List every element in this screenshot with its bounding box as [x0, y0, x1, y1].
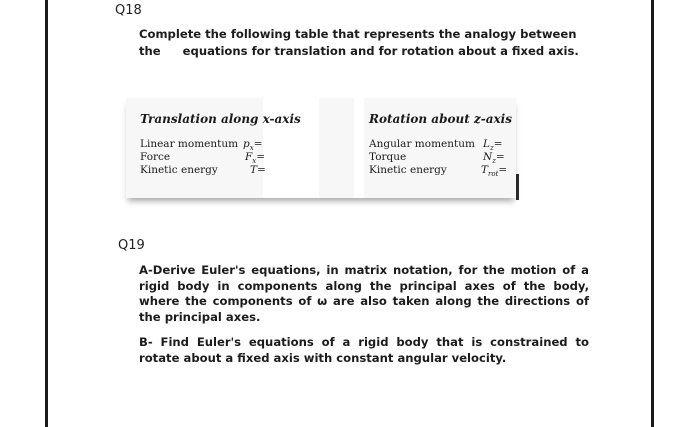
translation-row-label: Linear momentum: [140, 138, 239, 150]
question-18-number: Q18: [115, 3, 142, 18]
translation-row-label: Kinetic energy: [140, 164, 218, 176]
translation-row-symbol: T=: [250, 164, 266, 176]
translation-header: Translation along x-axis: [140, 112, 301, 126]
question-19-part-a: A-Derive Euler's equations, in matrix notation, for the motion of a rigid body in components along the principal axes of the body, where the components of ω are also taken along the directions of the principal axes.: [139, 263, 589, 324]
table-edge-line: [516, 174, 519, 200]
right-border-line: [651, 0, 654, 427]
rotation-header: Rotation about z-axis: [369, 112, 512, 126]
question-19-part-b: B- Find Euler's equations of a rigid body that is constrained to rotate about a fixed axis with constant angular velocity.: [139, 335, 589, 365]
translation-row-symbol: $p_x=$: [243, 138, 263, 153]
rotation-row-label: Kinetic energy: [369, 164, 447, 176]
question-18-text: [139, 26, 599, 60]
rotation-row-symbol: $T_{rot}=$: [481, 164, 508, 179]
question-18-line-2: the equations for translation and for rotation about a fixed axis.: [139, 44, 579, 58]
translation-row-label: Force: [140, 151, 171, 163]
question-19-number: Q19: [118, 238, 145, 253]
column-gap-blank: [354, 98, 364, 198]
rotation-row-symbol: $L_z=$: [483, 138, 503, 153]
analogy-table: [126, 98, 516, 198]
rotation-row-label: Angular momentum: [369, 138, 475, 150]
left-border-line: [45, 0, 48, 427]
translation-row-symbol: $F_x=$: [245, 151, 266, 166]
question-18-line-1: Complete the following table that represents the analogy between: [139, 27, 577, 41]
rotation-row-label: Torque: [369, 151, 407, 163]
rotation-row-symbol: $N_z=$: [483, 151, 505, 166]
